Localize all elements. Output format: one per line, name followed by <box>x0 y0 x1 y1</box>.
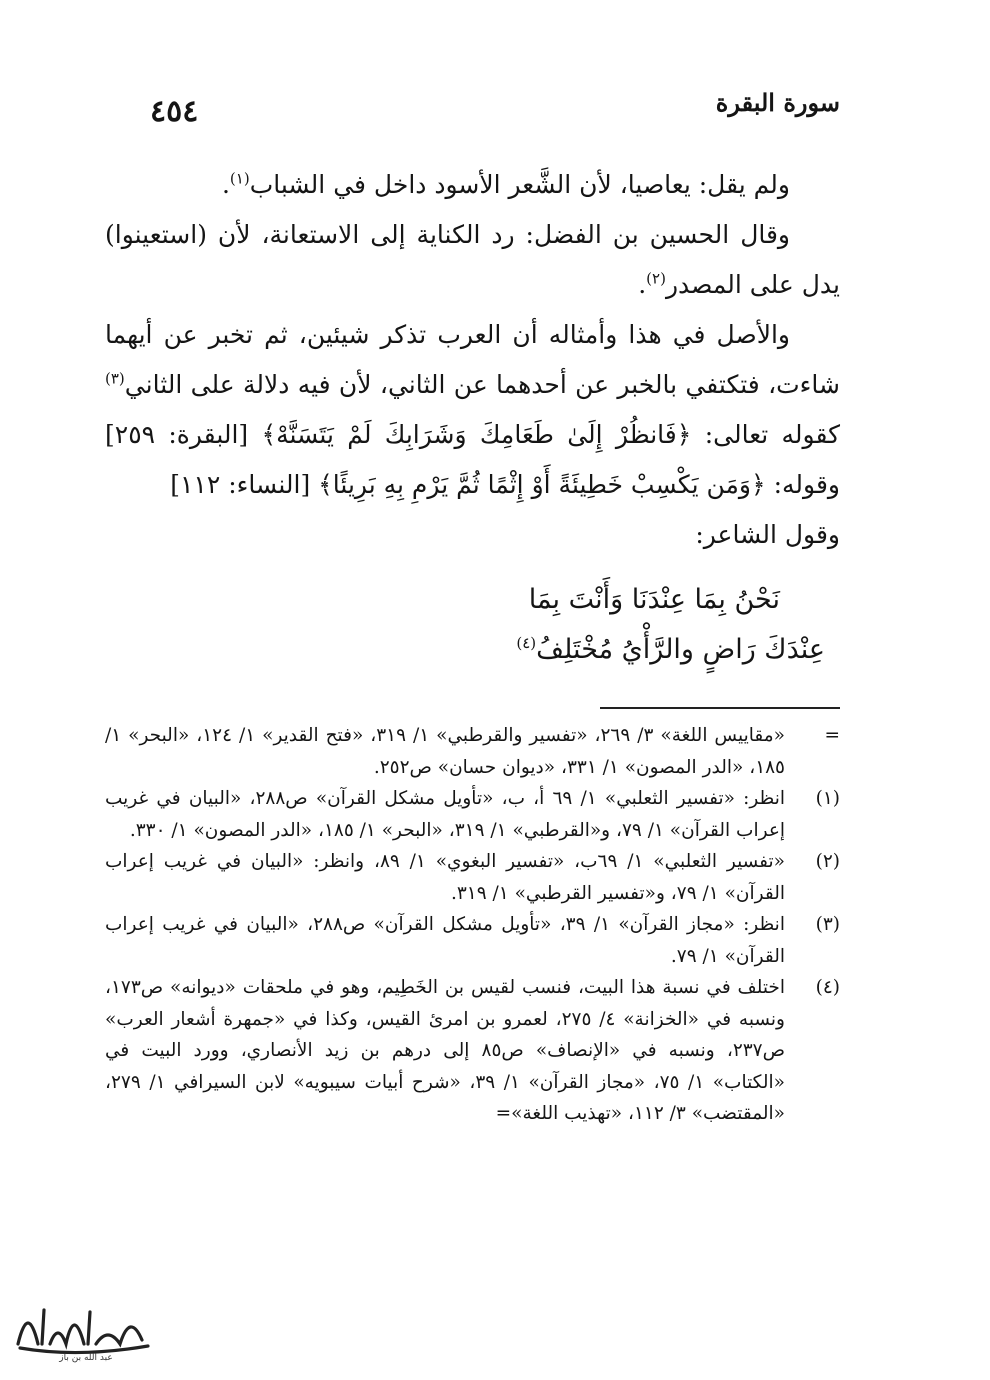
footnote-text: «مقاييس اللغة» ٣/ ٢٦٩، «تفسير والقرطبي» ١/ ٣١٩، «فتح القدير» ١/ ١٢٤، «البحر» ١/ ١٨٥، «الدر المصون» ١/ ٣٣١، «ديوان حسان» ص٢٥٢. <box>105 725 785 778</box>
quran-quote-1: ﴿فَانظُرْ إِلَىٰ طَعَامِكَ وَشَرَابِكَ لَمْ يَتَسَنَّهْ﴾ <box>261 420 692 449</box>
footnote-divider <box>600 707 840 709</box>
footnote-ref-2[interactable]: (٢) <box>646 269 666 288</box>
quran-ref-1: [البقرة: ٢٥٩] وقوله: <box>105 420 840 499</box>
main-text <box>105 160 840 560</box>
footnote-continuation <box>105 720 840 783</box>
page-header <box>150 88 840 128</box>
logo-mark: المسلم <box>81 1326 85 1327</box>
footnote-1 <box>105 783 840 846</box>
footnotes <box>105 720 840 1130</box>
verse-hemistich-2: عِنْدَكَ رَاضٍ والرَّأْيُ مُخْتَلِفُ$^{(٤)}$ <box>516 634 825 665</box>
paragraph-3: والأصل في هذا وأمثاله أن العرب تذكر شيئين، ثم تخبر عن أيهما شاءت، فتكتفي بالخبر عن أحدهما عن الثاني، لأن فيه دلالة على الثاني$^{(٣)}$ كقوله تعالى: ﴿فَانظُرْ إِلَىٰ طَعَامِكَ وَشَرَابِكَ لَمْ يَتَسَنَّهْ﴾ [البقرة: ٢٥٩] وقوله: ﴿وَمَن يَكْسِبْ خَطِيئَةً أَوْ إِثْمًا ثُمَّ يَرْمِ بِهِ بَرِيئًا﴾ [النساء: ١١٢] <box>105 320 840 499</box>
publisher-logo <box>8 1292 158 1364</box>
footnote-marker: = <box>824 725 840 746</box>
footnote-ref-3[interactable]: (٣) <box>105 369 125 388</box>
logo-caption: عبد الله بن باز <box>59 1353 113 1363</box>
verse-hemistich-1: نَحْنُ بِمَا عِنْدَنَا وَأَنْتَ بِمَا <box>528 584 780 615</box>
footnote-2 <box>105 846 840 909</box>
footnote-ref-1[interactable]: (١) <box>229 169 250 188</box>
footnote-marker: (٤) <box>815 977 840 998</box>
footnote-ref-4[interactable]: (٤) <box>516 634 537 652</box>
footnote-3 <box>105 909 840 972</box>
quran-quote-2: ﴿وَمَن يَكْسِبْ خَطِيئَةً أَوْ إِثْمًا ثُمَّ يَرْمِ بِهِ بَرِيئًا﴾ <box>318 470 766 499</box>
footnote-marker: (٢) <box>815 851 840 872</box>
footnote-text: اختلف في نسبة هذا البيت، فنسب لقيس بن الخَطِيم، وهو في ملحقات «ديوانه» ص١٧٣، ونسبه في «الخزانة» ٤/ ٢٧٥، لعمرو بن امرئ القيس، وكذا في «جمهرة أشعار العرب» ص٢٣٧، ونسبه في «الإنصاف» ص٨٥ إلى درهم بن زيد الأنصاري، وورد البيت في «الكتاب» ١/ ٧٥، «مجاز القرآن» ١/ ٣٩، «شرح أبيات سيبويه» لابن السيرافي ١/ ٢٧٩، «المقتضب» ٣/ ١١٢، «تهذيب اللغة»= <box>105 977 785 1124</box>
footnote-text: «تفسير الثعلبي» ١/ ٦٩ب، «تفسير البغوي» ١/ ٨٩، وانظر: «البيان في غريب إعراب القرآن» ١/ ٧٩، و«تفسير القرطبي» ١/ ٣١٩. <box>105 851 785 904</box>
quran-ref-2: [النساء: ١١٢] <box>170 470 319 499</box>
footnote-marker: (٣) <box>815 914 840 935</box>
footnote-text: انظر: «تفسير الثعلبي» ١/ ٦٩ أ، ب، «تأويل مشكل القرآن» ص٢٨٨، «البيان في غريب إعراب القرآن» ١/ ٧٩، و«القرطبي» ١/ ٣١٩، «البحر» ١/ ١٨٥، «الدر المصون» ١/ ٣٣٠. <box>105 788 786 841</box>
poetry-verse <box>105 575 840 675</box>
footnote-text: انظر: «مجاز القرآن» ١/ ٣٩، «تأويل مشكل القرآن» ص٢٨٨، «البيان في غريب إعراب القرآن» ١/ ٧٩. <box>105 914 785 967</box>
footnote-4 <box>105 972 840 1130</box>
footnote-marker: (١) <box>815 788 840 809</box>
paragraph-2: وقال الحسين بن الفضل: رد الكناية إلى الاستعانة، لأن (استعينوا) يدل على المصدر$^{(٢)}$. <box>105 220 840 299</box>
paragraph-1: ولم يقل: يعاصيا، لأن الشَّعر الأسود داخل في الشباب$^{(١)}$. <box>221 169 790 199</box>
page-number: ٤٥٤ <box>150 94 199 129</box>
paragraph-4: وقول الشاعر: <box>695 520 840 549</box>
surah-title: سورة البقرة <box>715 88 840 117</box>
